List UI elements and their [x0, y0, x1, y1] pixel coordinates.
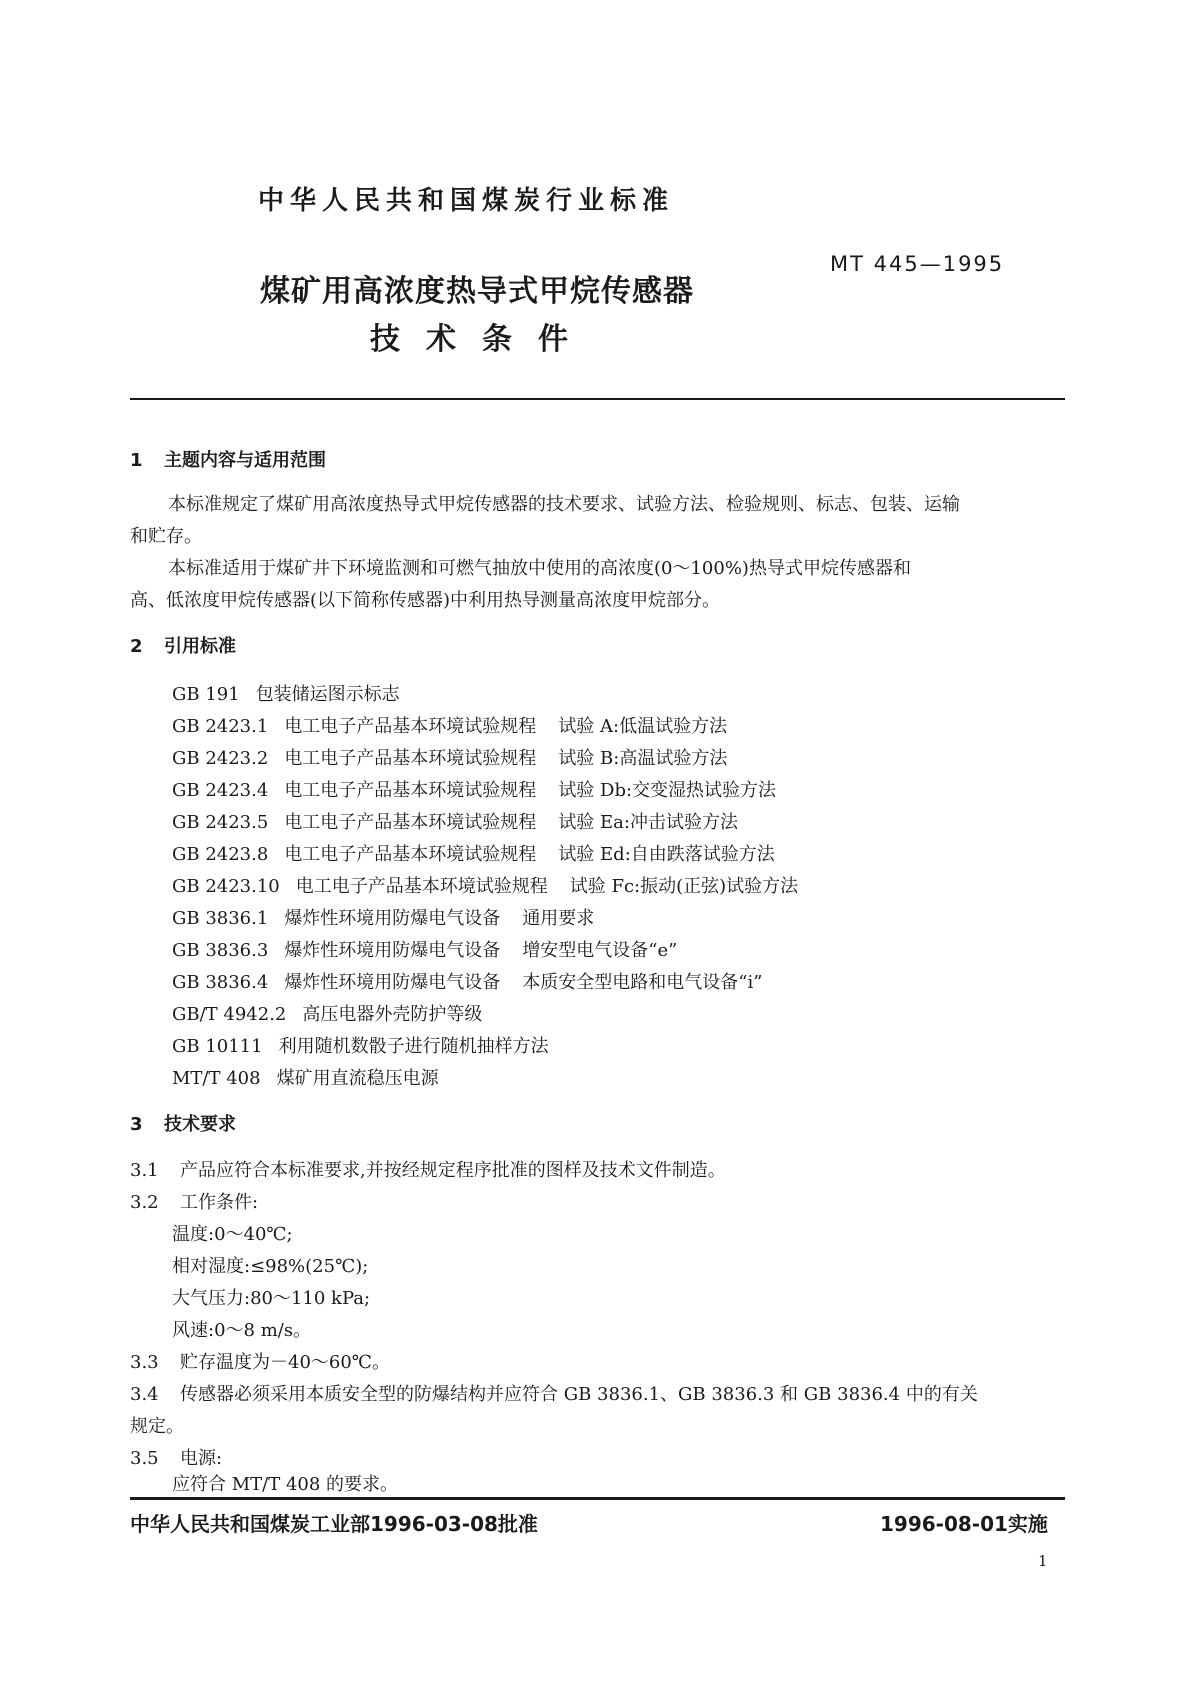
reference-title: 爆炸性环境用防爆电气设备 [284, 908, 501, 929]
clause-3-5 [130, 1444, 222, 1470]
condition-humidity: 相对湿度:≤98%(25℃); [172, 1256, 369, 1277]
reference-code: GB 3836.1 [172, 908, 269, 929]
clause-3-5-line2: 应符合 MT/T 408 的要求。 [172, 1474, 399, 1495]
reference-row [172, 1000, 482, 1026]
clause-text: 贮存温度为－40～60℃。 [180, 1352, 390, 1373]
reference-title: 电工电子产品基本环境试验规程 [284, 844, 537, 865]
reference-row [172, 744, 727, 770]
reference-row [172, 904, 594, 930]
section-1-para1-line2: 和贮存。 [130, 526, 202, 547]
reference-code: GB 3836.4 [172, 972, 269, 993]
reference-code: GB 2423.1 [172, 716, 269, 737]
reference-test: 试验 Db:交变湿热试验方法 [558, 780, 777, 801]
section-title: 主题内容与适用范围 [164, 450, 326, 471]
section-1-para2-line2: 高、低浓度甲烷传感器(以下简称传感器)中利用热导测量高浓度甲烷部分。 [130, 590, 721, 611]
reference-title: 煤矿用直流稳压电源 [276, 1068, 439, 1089]
reference-code: GB 191 [172, 684, 240, 705]
section-number: 3 [130, 1114, 143, 1135]
clause-number: 3.2 [130, 1192, 159, 1213]
reference-test: 本质安全型电路和电气设备“i” [522, 972, 763, 993]
reference-row [172, 712, 727, 738]
effective-date: 1996-08-01实施 [880, 1512, 1048, 1536]
clause-number: 3.4 [130, 1384, 159, 1405]
reference-title: 电工电子产品基本环境试验规程 [284, 716, 537, 737]
reference-code: GB 2423.4 [172, 780, 269, 801]
section-2-heading [130, 632, 236, 658]
clause-text: 传感器必须采用本质安全型的防爆结构并应符合 GB 3836.1、GB 3836.3 和 GB 3836.4 中的有关 [180, 1384, 978, 1405]
reference-title: 电工电子产品基本环境试验规程 [295, 876, 548, 897]
clause-3-1 [130, 1156, 726, 1182]
reference-row [172, 968, 762, 994]
clause-text: 工作条件: [180, 1192, 259, 1213]
page-number: 1 [1038, 1552, 1048, 1570]
reference-test: 增安型电气设备“e” [522, 940, 678, 961]
clause-number: 3.3 [130, 1352, 159, 1373]
document-title-line2: 技术条件 [370, 322, 594, 357]
clause-number: 3.5 [130, 1448, 159, 1469]
reference-title: 爆炸性环境用防爆电气设备 [284, 940, 501, 961]
approval-line: 中华人民共和国煤炭工业部1996-03-08批准 [130, 1512, 538, 1536]
section-1-heading [130, 446, 326, 472]
clause-3-3 [130, 1348, 390, 1374]
reference-row [172, 808, 738, 834]
reference-code: GB 2423.8 [172, 844, 269, 865]
reference-test: 试验 B:高温试验方法 [558, 748, 728, 769]
section-title: 技术要求 [164, 1114, 236, 1135]
reference-title: 利用随机数骰子进行随机抽样方法 [278, 1036, 549, 1057]
reference-test: 通用要求 [522, 908, 595, 929]
reference-row [172, 936, 677, 962]
condition-wind-speed: 风速:0～8 m/s。 [172, 1320, 312, 1341]
reference-code: GB 3836.3 [172, 940, 269, 961]
clause-3-4 [130, 1380, 978, 1406]
reference-row [172, 1032, 549, 1058]
reference-code: GB 2423.2 [172, 748, 269, 769]
reference-title: 包装储运图示标志 [255, 684, 400, 705]
reference-code: GB 2423.10 [172, 876, 280, 897]
reference-row [172, 840, 775, 866]
clause-text: 电源: [180, 1448, 223, 1469]
reference-test: 试验 Ed:自由跌落试验方法 [558, 844, 775, 865]
clause-3-2 [130, 1188, 258, 1214]
standard-type-heading: 中华人民共和国煤炭行业标准 [258, 186, 675, 216]
reference-test: 试验 Fc:振动(正弦)试验方法 [569, 876, 799, 897]
section-number: 2 [130, 636, 143, 657]
reference-test: 试验 Ea:冲击试验方法 [558, 812, 738, 833]
reference-row [172, 680, 400, 706]
section-1-para2-line1: 本标准适用于煤矿井下环境监测和可燃气抽放中使用的高浓度(0～100%)热导式甲烷传感器和 [168, 558, 911, 579]
reference-code: GB/T 4942.2 [172, 1004, 287, 1025]
reference-code: MT/T 408 [172, 1068, 261, 1089]
standard-code: MT 445—1995 [830, 252, 1005, 276]
document-title-line1: 煤矿用高浓度热导式甲烷传感器 [260, 274, 694, 309]
reference-test: 试验 A:低温试验方法 [558, 716, 728, 737]
reference-code: GB 2423.5 [172, 812, 269, 833]
condition-pressure: 大气压力:80～110 kPa; [172, 1288, 371, 1309]
condition-temperature: 温度:0～40℃; [172, 1224, 293, 1245]
reference-title: 电工电子产品基本环境试验规程 [284, 748, 537, 769]
reference-title: 电工电子产品基本环境试验规程 [284, 780, 537, 801]
section-title: 引用标准 [164, 636, 236, 657]
footer-divider [130, 1497, 1065, 1500]
reference-code: GB 10111 [172, 1036, 263, 1057]
reference-row [172, 1064, 439, 1090]
section-1-para1-line1: 本标准规定了煤矿用高浓度热导式甲烷传感器的技术要求、试验方法、检验规则、标志、包装、运输 [168, 494, 960, 515]
clause-3-4-line2: 规定。 [130, 1416, 184, 1437]
reference-title: 电工电子产品基本环境试验规程 [284, 812, 537, 833]
reference-title: 高压电器外壳防护等级 [302, 1004, 483, 1025]
reference-row [172, 776, 776, 802]
section-3-heading [130, 1110, 236, 1136]
clause-text: 产品应符合本标准要求,并按经规定程序批准的图样及技术文件制造。 [180, 1160, 726, 1181]
section-number: 1 [130, 450, 143, 471]
reference-row [172, 872, 798, 898]
header-divider [130, 398, 1065, 400]
clause-number: 3.1 [130, 1160, 159, 1181]
reference-title: 爆炸性环境用防爆电气设备 [284, 972, 501, 993]
